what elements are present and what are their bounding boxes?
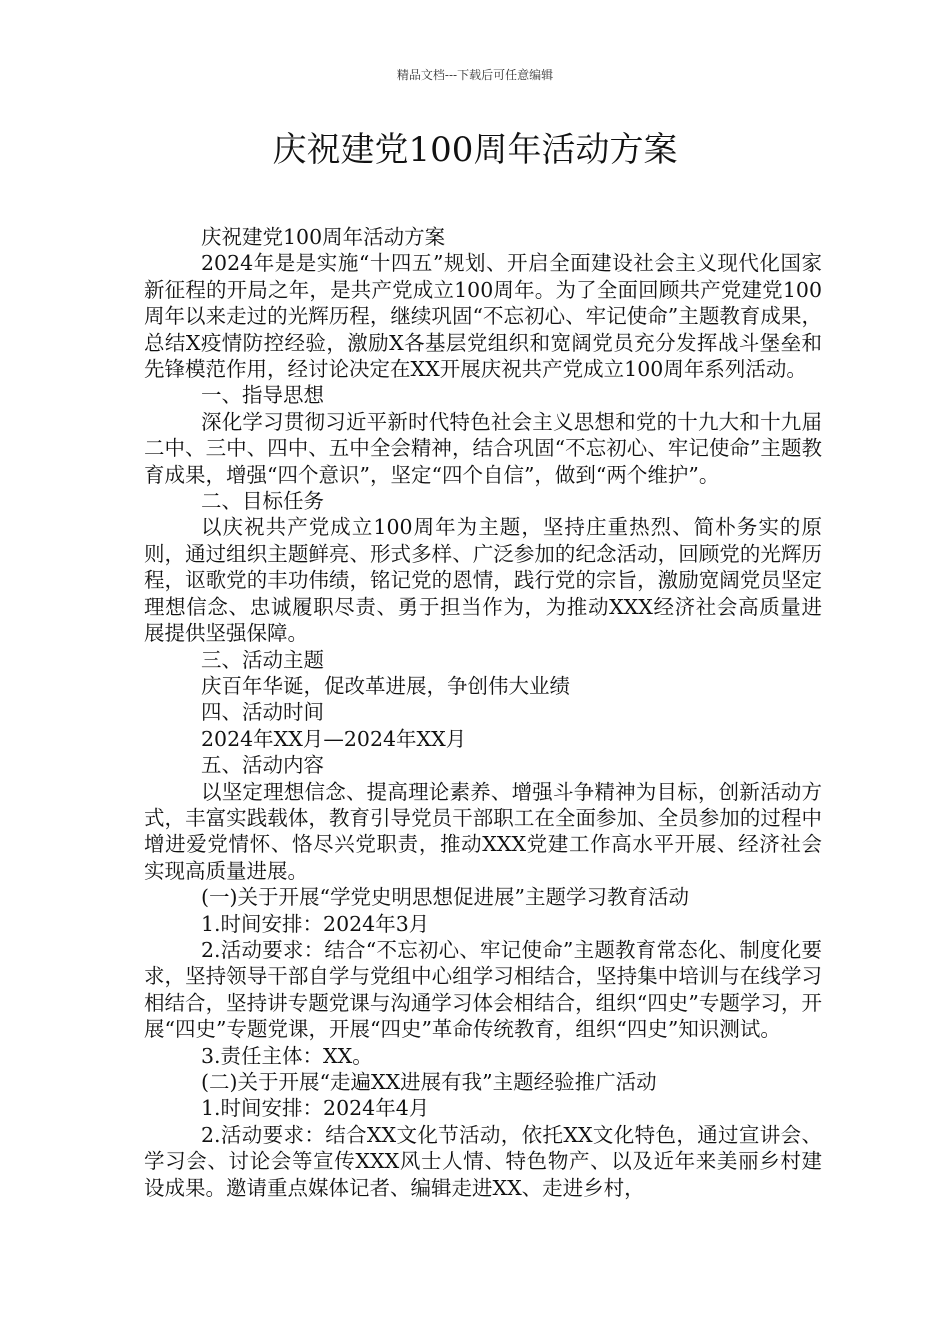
paragraph-content: 以坚定理想信念、提高理论素养、增强斗争精神为目标，创新活动方式，丰富实践载体，教育引导党员干部职工在全面参加、全员参加的过程中增进爱党情怀、恪尽兴党职责，推动XXX党建工作高水平开展、经济社会实现高质量进展。	[144, 779, 822, 883]
section-heading-theme: 三、活动主题	[201, 647, 324, 672]
subsection-heading-1: (一)关于开展“学党史明思想促进展”主题学习教育活动	[201, 885, 689, 910]
section-heading-content: 五、活动内容	[201, 753, 324, 778]
header-note: 精品文档---下载后可任意编辑	[396, 68, 554, 82]
paragraph-guiding-ideology: 深化学习贯彻习近平新时代特色社会主义思想和党的十九大和十九届二中、三中、四中、五中全会精神，结合巩固“不忘初心、牢记使命”主题教育成果，增强“四个意识”，坚定“四个自信”，做到“两个维护”。	[144, 409, 822, 487]
subsection-2-requirements: 2.活动要求：结合XX文化节活动，依托XX文化特色，通过宣讲会、学习会、讨论会等宣传XXX风士人情、特色物产、以及近年来美丽乡村建设成果。邀请重点媒体记者、编辑走进XX、走进乡村，	[144, 1122, 822, 1200]
subsection-1-time: 1.时间安排：2024年3月	[201, 911, 430, 936]
paragraph-subtitle: 庆祝建党100周年活动方案	[201, 225, 446, 249]
section-heading-guiding-ideology: 一、指导思想	[201, 383, 324, 408]
subsection-1-requirements: 2.活动要求：结合“不忘初心、牢记使命”主题教育常态化、制度化要求，坚持领导干部自学与党组中心组学习相结合，坚持集中培训与在线学习相结合，坚持讲专题党课与沟通学习体会相结合，组织“四史”专题学习，开展“四史”专题党课，开展“四史”革命传统教育，组织“四史”知识测试。	[144, 937, 822, 1042]
document-title: 庆祝建党100周年活动方案	[272, 130, 678, 170]
subsection-2-time: 1.时间安排：2024年4月	[201, 1096, 430, 1121]
section-heading-goals: 二、目标任务	[201, 489, 324, 514]
subsection-heading-2: (二)关于开展“走遍XX进展有我”主题经验推广活动	[201, 1070, 657, 1094]
paragraph-goals: 以庆祝共产党成立100周年为主题，坚持庄重热烈、简朴务实的原则，通过组织主题鲜亮、形式多样、广泛参加的纪念活动，回顾党的光辉历程，讴歌党的丰功伟绩，铭记党的恩情，践行党的宗旨，激励宽阔党员坚定理想信念、忠诚履职尽责、勇于担当作为，为推动XXX经济社会高质量进展提供坚强保障。	[144, 515, 822, 646]
subsection-1-responsible: 3.责任主体：XX。	[201, 1043, 373, 1068]
paragraph-time: 2024年XX月—2024年XX月	[201, 726, 467, 751]
paragraph-theme: 庆百年华诞，促改革进展，争创伟大业绩	[201, 673, 570, 698]
section-heading-time: 四、活动时间	[201, 700, 324, 725]
document-body	[144, 224, 822, 1201]
paragraph-intro: 2024年是是实施“十四五”规划、开启全面建设社会主义现代化国家新征程的开局之年，是共产党成立100周年。为了全面回顾共产党建党100周年以来走过的光辉历程，继续巩固“不忘初心、牢记使命”主题教育成果，总结X疫情防控经验，激励X各基层党组织和宽阔党员充分发挥战斗堡垒和先锋模范作用，经讨论决定在XX开展庆祝共产党成立100周年系列活动。	[144, 251, 822, 382]
